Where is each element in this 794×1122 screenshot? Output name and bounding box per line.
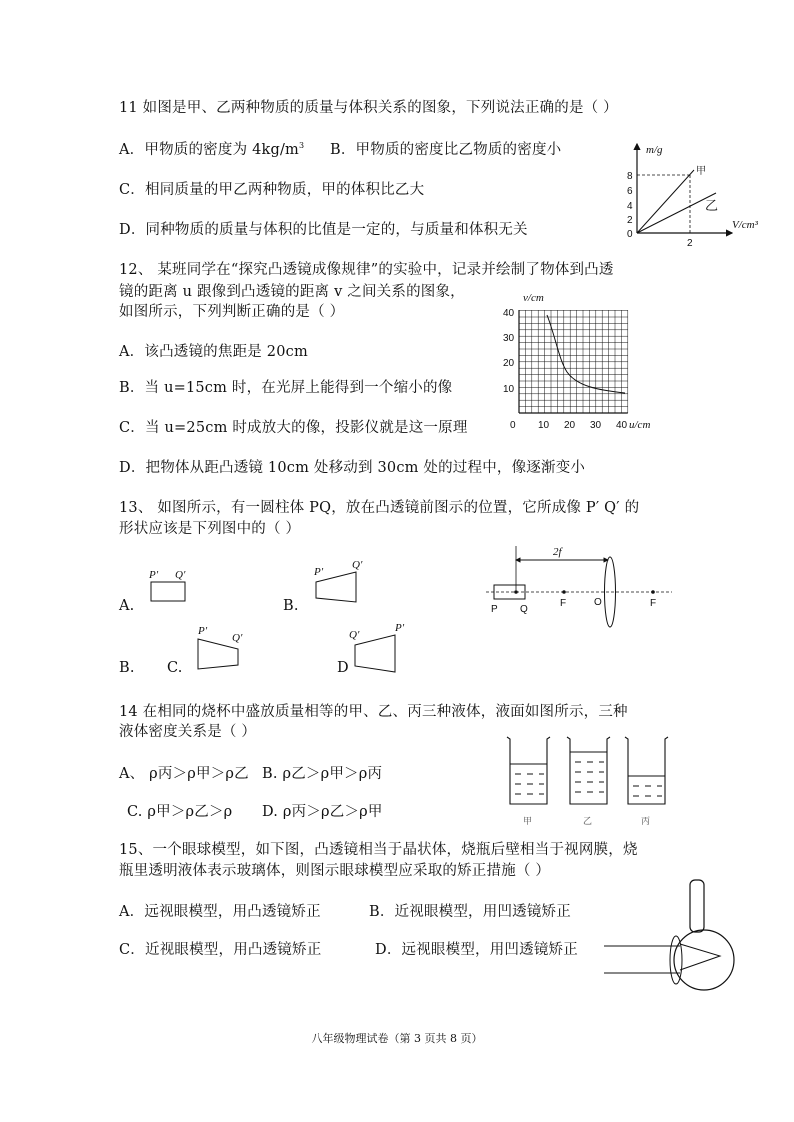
q13-twof-label: 2f [553, 546, 562, 558]
svg-text:10: 10 [503, 384, 515, 395]
svg-text:Q′: Q′ [175, 569, 186, 581]
q11-ylabel: m/g [646, 144, 663, 156]
svg-text:u/cm: u/cm [629, 419, 651, 431]
svg-text:乙: 乙 [583, 816, 593, 826]
q13-option-b-shape [308, 560, 368, 605]
svg-text:Q: Q [520, 604, 528, 615]
q12-uv-graph [497, 290, 667, 435]
q11-stem: 11 如图是甲、乙两种物质的质量与体积关系的图象，下列说法正确的是（ ） [119, 100, 618, 116]
beaker-bing [625, 737, 668, 804]
svg-text:20: 20 [564, 420, 576, 431]
q11-line-jia: 甲 [696, 166, 706, 177]
beaker-yi [567, 737, 610, 804]
q15-stem-2: 瓶里透明液体表示玻璃体，则图示眼球模型应采取的矫正措施（ ） [119, 863, 551, 879]
q12-stem-1: 12、 某班同学在“探究凸透镜成像规律”的实验中，记录并绘制了物体到凸透 [119, 262, 614, 278]
svg-text:10: 10 [538, 420, 550, 431]
svg-text:0: 0 [510, 420, 516, 431]
q13-option-d-shape [345, 620, 410, 675]
q15-eyeball-model [600, 878, 740, 1008]
q11-option-b: B．甲物质的密度比乙物质的密度小 [330, 142, 562, 158]
svg-text:P: P [491, 604, 498, 615]
svg-text:30: 30 [590, 420, 602, 431]
q14-stem-1: 14 在相同的烧杯中盛放质量相等的甲、乙、丙三种液体，液面如图所示，三种 [119, 704, 628, 720]
q14-option-c: C. ρ甲＞ρ乙＞ρ [127, 804, 233, 820]
svg-text:Q′: Q′ [352, 559, 363, 571]
q13-option-c-shape [192, 622, 252, 672]
svg-text:P′: P′ [395, 622, 405, 634]
svg-text:4: 4 [627, 201, 633, 212]
q14-option-d: D. ρ丙＞ρ乙＞ρ甲 [262, 804, 383, 820]
q14-option-a: A、 ρ丙＞ρ甲＞ρ乙 [119, 766, 249, 782]
svg-text:P′: P′ [198, 625, 208, 637]
svg-text:2: 2 [687, 238, 693, 249]
q12-option-a: A．该凸透镜的焦距是 20cm [119, 344, 308, 360]
q13-stem-2: 形状应该是下列图中的（ ） [119, 521, 301, 537]
q13-option-d-label: D [337, 660, 349, 676]
svg-text:40: 40 [503, 308, 515, 319]
q12-option-c: C．当 u=25cm 时成放大的像，投影仪就是这一原理 [119, 420, 468, 436]
q11-option-c: C．相同质量的甲乙两种物质，甲的体积比乙大 [119, 182, 425, 198]
svg-text:Q′: Q′ [232, 632, 243, 644]
svg-text:F: F [650, 598, 657, 609]
q12-option-d: D．把物体从距凸透镜 10cm 处移动到 30cm 处的过程中，像逐渐变小 [119, 460, 586, 476]
svg-text:P′: P′ [149, 569, 159, 581]
svg-text:8: 8 [627, 171, 633, 182]
svg-text:V/cm³: V/cm³ [732, 219, 758, 231]
q12-stem-3: 如图所示，下列判断正确的是（ ） [119, 304, 345, 320]
page-footer: 八年级物理试卷（第 3 页共 8 页） [311, 1032, 483, 1045]
q14-beakers [505, 734, 675, 829]
q13-option-c-label: C. [167, 660, 183, 676]
q13-stem-1: 13、 如图所示，有一圆柱体 PQ，放在凸透镜前图示的位置，它所成像 P′ Q′ 的 [119, 500, 640, 516]
q14-stem-2: 液体密度关系是（ ） [119, 724, 257, 740]
q15-option-d: D．远视眼模型，用凹透镜矫正 [375, 942, 578, 958]
q11-option-a: A．甲物质的密度为 $4kg/m^3$ [119, 141, 305, 158]
svg-text:F: F [560, 598, 567, 609]
svg-text:2: 2 [627, 215, 633, 226]
q12-option-b: B．当 u=15cm 时，在光屏上能得到一个缩小的像 [119, 380, 453, 396]
svg-text:0: 0 [627, 229, 633, 240]
svg-text:40: 40 [616, 420, 628, 431]
svg-text:P′: P′ [314, 566, 324, 578]
q15-stem-1: 15、一个眼球模型，如下图，凸透镜相当于晶状体，烧瓶后壁相当于视网膜，烧 [119, 842, 638, 858]
svg-text:6: 6 [627, 186, 633, 197]
q12-stem-2: 镜的距离 u 跟像到凸透镜的距离 v 之间关系的图象， [119, 284, 465, 300]
svg-text:Q′: Q′ [349, 629, 360, 641]
q11-option-d: D．同种物质的质量与体积的比值是一定的，与质量和体积无关 [119, 222, 528, 238]
q13-option-a-label: A. [119, 598, 135, 614]
q13-lens-diagram [480, 540, 680, 630]
q15-option-b: B．近视眼模型，用凹透镜矫正 [369, 904, 571, 920]
svg-text:30: 30 [503, 333, 515, 344]
svg-text:丙: 丙 [641, 816, 651, 826]
q14-option-b: B. ρ乙＞ρ甲＞ρ丙 [262, 766, 383, 782]
beaker-jia [507, 737, 550, 804]
svg-text:O: O [594, 597, 602, 608]
q15-option-a: A．远视眼模型，用凸透镜矫正 [119, 904, 321, 920]
q12-ylabel: v/cm [523, 292, 544, 304]
q13-option-b2-label: B. [119, 660, 135, 676]
svg-text:20: 20 [503, 358, 515, 369]
svg-text:甲: 甲 [523, 816, 533, 826]
q13-option-a-shape [145, 565, 195, 605]
q13-option-b-label: B. [283, 598, 299, 614]
q15-option-c: C．近视眼模型，用凸透镜矫正 [119, 942, 322, 958]
q11-mass-volume-graph [620, 138, 780, 249]
q11-line-yi: 乙 [705, 198, 719, 213]
